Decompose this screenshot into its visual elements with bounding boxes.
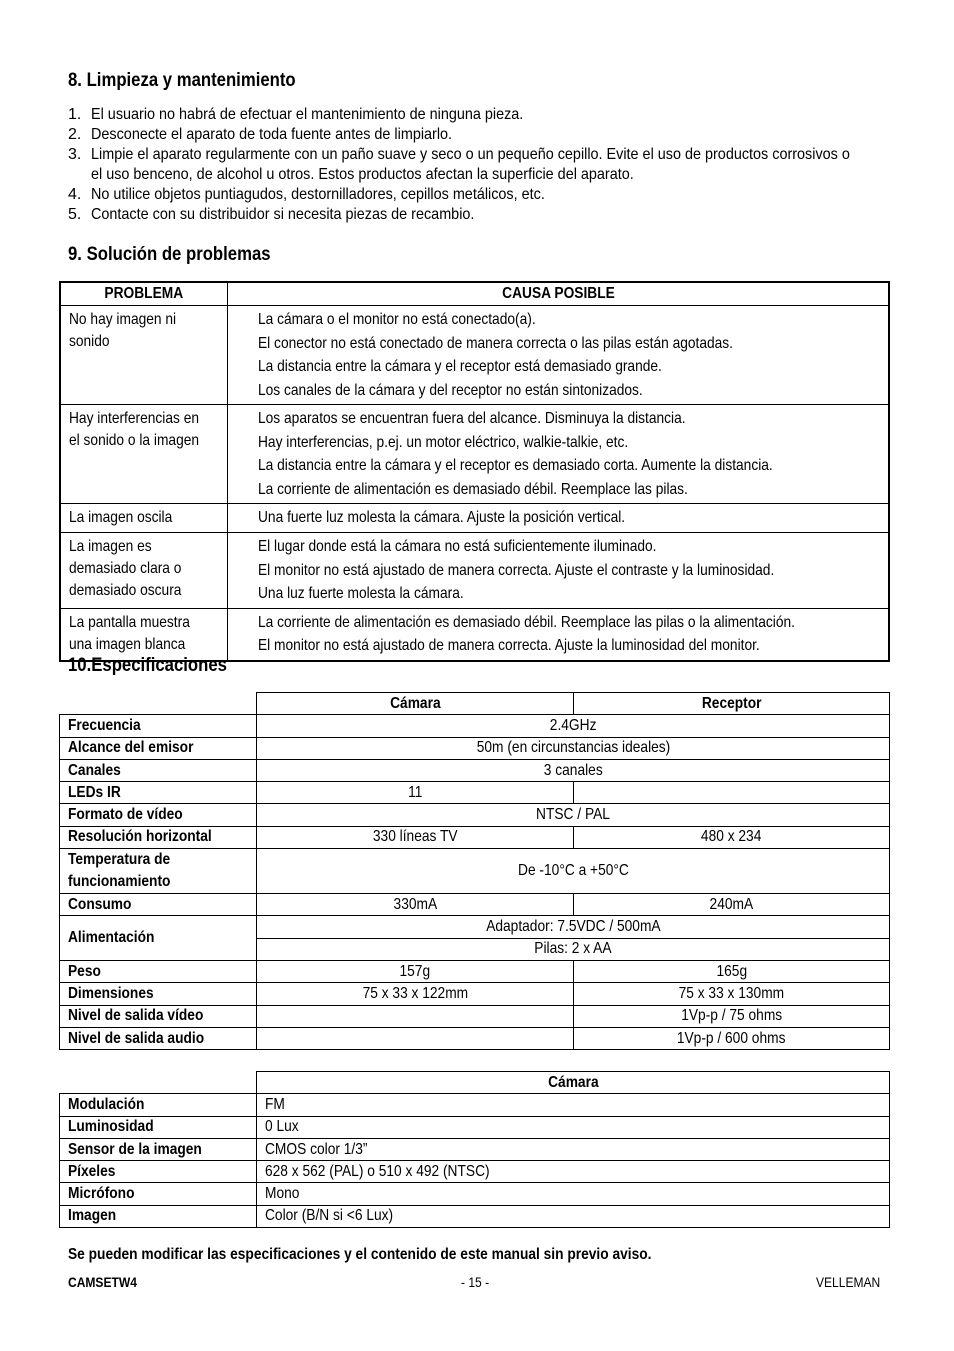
table-row: Nivel de salida vídeo 1Vp-p / 75 ohms [60,1005,890,1027]
table-row [60,533,889,609]
table-row: Nivel de salida audio 1Vp-p / 600 ohms [60,1027,890,1049]
list-item: 1. El usuario no habrá de efectuar el mantenimiento de ninguna pieza. [68,106,524,123]
footer-brand: VELLEMAN [816,1274,881,1290]
problem-header: PROBLEMA [60,282,228,306]
table-row: LEDs IR 11 [60,782,890,804]
table-row: Luminosidad 0 Lux [60,1116,890,1138]
cause-cell: Los aparatos se encuentran fuera del alcance. Disminuya la distancia. Hay interferencias, p.ej. un motor eléctrico, walkie-talkie, etc. La distancia entre la cámara y el receptor es demasiado corta. Aumente la distancia. La corriente de alimentación es demasiado débil. Reemplace las pilas. [228,405,890,504]
footer-model: CAMSETW4 [68,1274,137,1290]
camera-column-header: Cámara [257,1072,890,1094]
table-row: Frecuencia 2.4GHz [60,715,890,737]
specifications-table [59,692,890,1050]
camera-specifications-table [59,1071,890,1228]
table-row: Temperatura de funcionamiento De -10°C a +50°C [60,849,890,894]
cause-cell: El lugar donde está la cámara no está suficientemente iluminado. El monitor no está ajustado de manera correcta. Ajuste el contraste y la luminosidad. Una luz fuerte molesta la cámara. [228,533,890,609]
cause-header: CAUSA POSIBLE [228,282,890,306]
maintenance-list [68,105,888,225]
table-row: Micrófono Mono [60,1183,890,1205]
camera-column-header: Cámara [257,693,574,715]
cause-cell: Una fuerte luz molesta la cámara. Ajuste la posición vertical. [228,504,890,533]
list-item: 5. Contacte con su distribuidor si necesita piezas de recambio. [68,206,475,223]
table-header-row [60,1072,890,1094]
table-row: Peso 157g 165g [60,960,890,982]
table-row [60,405,889,504]
footer-page-number: - 15 - [461,1274,490,1290]
table-row: Píxeles 628 x 562 (PAL) o 510 x 492 (NTSC) [60,1161,890,1183]
problem-cell: Hay interferencias en el sonido o la imagen [60,405,228,504]
troubleshooting-table [59,281,890,662]
table-row: Canales 3 canales [60,759,890,781]
table-row: Imagen Color (B/N si <6 Lux) [60,1205,890,1227]
list-item: 2. Desconecte el aparato de toda fuente antes de limpiarlo. [68,126,453,143]
problem-cell: No hay imagen ni sonido [60,306,228,405]
cause-cell: La cámara o el monitor no está conectado(a). El conector no está conectado de manera correcta o las pilas están agotadas. La distancia entre la cámara y el receptor está demasiado grande. Los canales de la cámara y del receptor no están sintonizados. [228,306,890,405]
table-row: Consumo 330mA 240mA [60,894,890,916]
table-row: Pilas: 2 x AA [60,938,890,960]
list-item: 4. No utilice objetos puntiagudos, destornilladores, cepillos metálicos, etc. [68,186,545,203]
table-row [60,504,889,533]
table-row: Resolución horizontal 330 líneas TV 480 x 234 [60,826,890,848]
table-row: Alcance del emisor 50m (en circunstancias ideales) [60,737,890,759]
receiver-column-header: Receptor [574,693,890,715]
notice: Se pueden modificar las especificaciones y el contenido de este manual sin previo aviso. [68,1246,652,1263]
table-header-row [60,693,890,715]
table-row: Formato de vídeo NTSC / PAL [60,804,890,826]
table-row: Sensor de la imagen CMOS color 1/3” [60,1138,890,1160]
table-header-row [60,282,889,306]
table-row: Alimentación Adaptador: 7.5VDC / 500mA [60,916,890,938]
list-item: 3. Limpie el aparato regularmente con un paño suave y seco o un pequeño cepillo. Evite el uso de productos corrosivos o el uso benceno, de alcohol u otros. Estos productos afectan la superficie del aparato. [68,146,850,183]
table-row [60,306,889,405]
problem-cell: La pantalla muestra una imagen blanca [60,608,228,661]
problem-cell: La imagen es demasiado clara o demasiado oscura [60,533,228,609]
section-10-title: 10.Especificaciones [68,655,227,676]
section-9-title: 9. Solución de problemas [68,244,271,265]
section-8-title: 8. Limpieza y mantenimiento [68,70,296,91]
table-row [60,608,889,661]
cause-cell: La corriente de alimentación es demasiado débil. Reemplace las pilas o la alimentación. El monitor no está ajustado de manera correcta. Ajuste la luminosidad del monitor. [228,608,890,661]
table-row: Modulación FM [60,1094,890,1116]
table-row: Dimensiones 75 x 33 x 122mm 75 x 33 x 130mm [60,983,890,1005]
problem-cell: La imagen oscila [60,504,228,533]
